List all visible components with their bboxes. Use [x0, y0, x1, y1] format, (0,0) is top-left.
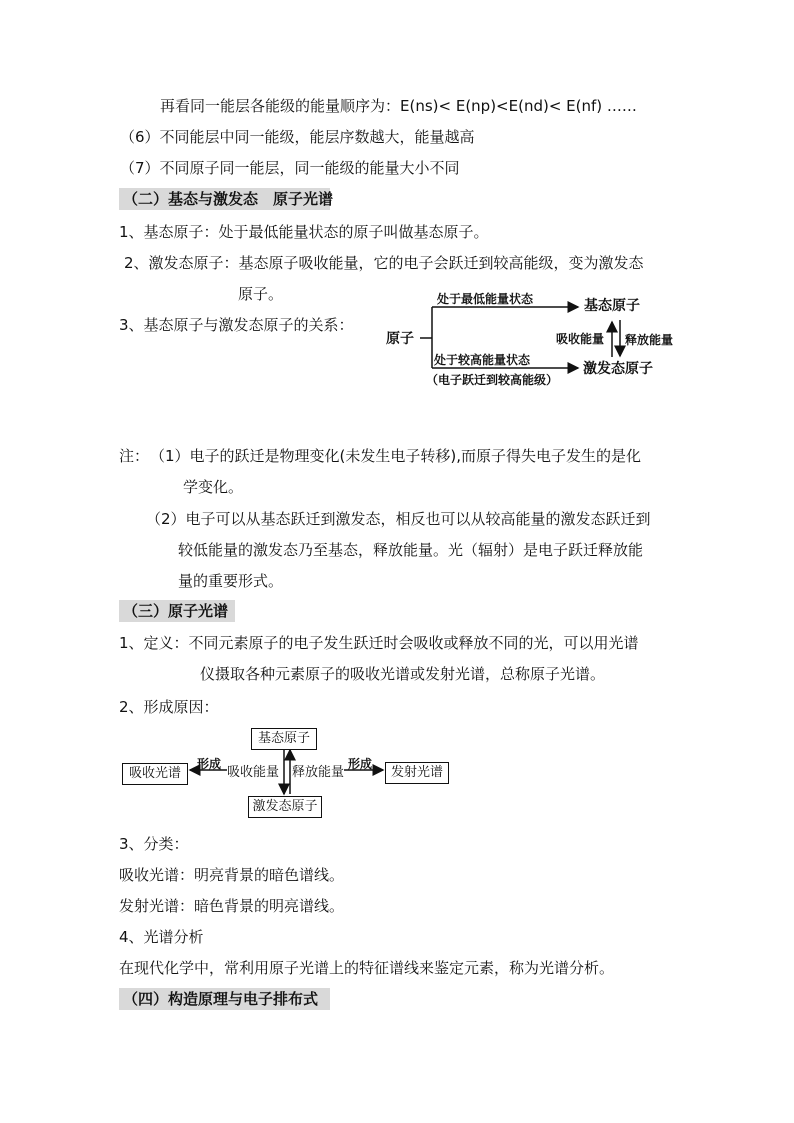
spectrum-definition-line1: 1、定义：不同元素原子的电子发生跃迁时会吸收或释放不同的光，可以用光谱 — [119, 634, 639, 652]
form-right-label: 形成 — [348, 757, 373, 771]
energy-order-text: 再看同一能层各能级的能量顺序为：E(ns)< E(np)<E(nd)< E(nf) …… — [160, 97, 637, 115]
absorption-spectrum-definition: 吸收光谱：明亮背景的暗色谱线。 — [119, 866, 345, 884]
electron-jump-note: （电子跃迁到较高能级） — [426, 373, 559, 387]
formation-reason-heading: 2、形成原因： — [119, 698, 219, 716]
note-1-line1: （1）电子的跃迁是物理变化(未发生电子转移),而原子得失电子发生的是化 — [150, 447, 642, 465]
excited-state-definition-line2: 原子。 — [238, 285, 284, 303]
note-2-line2: 较低能量的激发态乃至基态，释放能量。光（辐射）是电子跃迁释放能 — [178, 541, 644, 559]
absorb-energy-text: 吸收能量 — [227, 765, 280, 780]
atom-label: 原子 — [386, 331, 414, 347]
bottom-path-label: 处于较高能量状态 — [434, 353, 531, 367]
ground-state-definition: 1、基态原子：处于最低能量状态的原子叫做基态原子。 — [119, 223, 489, 241]
release-energy-label: 释放能量 — [625, 333, 674, 347]
absorb-energy-label: 吸收能量 — [556, 332, 605, 346]
spectral-analysis-heading: 4、光谱分析 — [119, 928, 204, 946]
relation-heading: 3、基态原子与激发态原子的关系： — [119, 316, 354, 334]
ground-state-label: 基态原子 — [584, 298, 640, 314]
classification-heading: 3、分类： — [119, 835, 189, 853]
rule-7-text: （7）不同原子同一能层，同一能级的能量大小不同 — [120, 159, 460, 177]
excited-state-box: 激发态原子 — [248, 796, 322, 818]
note-label: 注： — [119, 447, 150, 465]
spectrum-definition-line2: 仪摄取各种元素原子的吸收光谱或发射光谱，总称原子光谱。 — [200, 665, 606, 683]
ground-state-box: 基态原子 — [251, 728, 317, 750]
emission-spectrum-box: 发射光谱 — [385, 762, 449, 784]
rule-6-text: （6）不同能层中同一能级，能层序数越大，能量越高 — [120, 128, 475, 146]
spectral-analysis-definition: 在现代化学中，常利用原子光谱上的特征谱线来鉴定元素，称为光谱分析。 — [119, 959, 615, 977]
note-2-line3: 量的重要形式。 — [178, 572, 284, 590]
excited-state-label: 激发态原子 — [583, 361, 653, 377]
absorption-spectrum-box: 吸收光谱 — [122, 763, 188, 785]
section-2-heading: （二）基态与激发态 原子光谱 — [119, 188, 330, 210]
note-1-line2: 学变化。 — [183, 478, 244, 496]
note-2-line1: （2）电子可以从基态跃迁到激发态，相反也可以从较高能量的激发态跃迁到 — [146, 510, 651, 528]
top-path-label: 处于最低能量状态 — [437, 292, 534, 306]
excited-state-definition-line1: 2、激发态原子：基态原子吸收能量，它的电子会跃迁到较高能级，变为激发态 — [124, 254, 644, 272]
section-3-heading: （三）原子光谱 — [119, 600, 235, 622]
emission-spectrum-definition: 发射光谱：暗色背景的明亮谱线。 — [119, 897, 345, 915]
release-energy-text: 释放能量 — [292, 765, 345, 780]
form-left-label: 形成 — [197, 757, 222, 771]
section-4-heading: （四）构造原理与电子排布式 — [119, 988, 330, 1010]
